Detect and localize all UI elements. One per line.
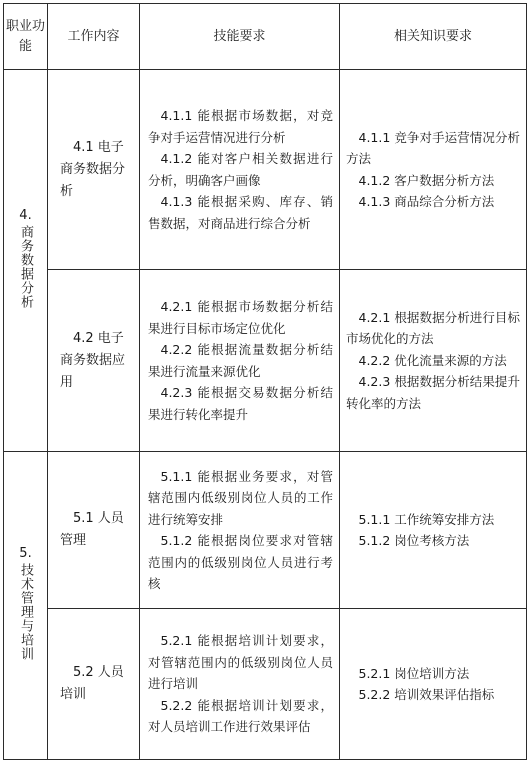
skill-item: 5.2.2 能根据培训计划要求，对人员培训工作进行效果评估	[148, 697, 333, 735]
table-row	[4, 609, 527, 760]
knowledge-item: 4.2.1 根据数据分析进行目标市场优化的方法	[346, 309, 520, 347]
function-number: 4.	[19, 208, 32, 223]
work-content-cell	[48, 609, 140, 760]
skills-table	[3, 3, 527, 760]
skill-item: 4.2.2 能根据流量数据分析结果进行流量来源优化	[148, 342, 333, 379]
skill-item: 4.1.2 能对客户相关数据进行分析，明确客户画像	[148, 151, 333, 188]
work-content-text: 4.1 电子商务数据分析	[60, 139, 126, 199]
work-content-text: 4.2 电子商务数据应用	[60, 330, 126, 390]
table-row	[4, 270, 527, 452]
knowledge-item: 5.1.2 岗位考核方法	[358, 533, 470, 548]
work-content-cell	[48, 270, 140, 452]
skill-item: 5.1.1 能根据业务要求，对管辖范围内低级别岗位人员的工作进行统筹安排	[148, 468, 333, 527]
header-row	[4, 4, 527, 70]
function-name: 商务数据分析	[18, 225, 33, 309]
knowledge-cell	[340, 452, 527, 609]
knowledge-item: 4.2.3 根据数据分析结果提升转化率的方法	[346, 374, 520, 411]
skill-item: 4.2.3 能根据交易数据分析结果进行转化率提升	[148, 385, 333, 422]
knowledge-item: 4.2.2 优化流量来源的方法	[358, 352, 507, 368]
work-content-cell	[48, 70, 140, 270]
header-skill-requirements: 技能要求	[140, 4, 340, 70]
knowledge-cell	[340, 609, 527, 760]
skill-item: 5.1.2 能根据岗位要求对管辖范围内的低级别岗位人员进行考核	[148, 533, 333, 591]
knowledge-item: 5.1.1 工作统筹安排方法	[358, 511, 495, 527]
skill-item: 4.1.3 能根据采购、库存、销售数据，对商品进行综合分析	[148, 194, 333, 231]
skill-cell	[140, 609, 340, 760]
knowledge-item: 5.2.1 岗位培训方法	[358, 665, 470, 681]
skill-cell	[140, 270, 340, 452]
header-function: 职业功能	[4, 4, 48, 70]
skill-item: 4.1.1 能根据市场数据，对竞争对手运营情况进行分析	[148, 108, 333, 145]
knowledge-item: 4.1.3 商品综合分析方法	[358, 194, 495, 209]
table-row	[4, 70, 527, 270]
knowledge-cell	[340, 70, 527, 270]
header-work-content: 工作内容	[48, 4, 140, 70]
work-content-text: 5.2 人员培训	[60, 665, 124, 702]
knowledge-item: 4.1.1 竞争对手运营情况分析方法	[346, 129, 520, 166]
function-name: 技术管理与培训	[18, 563, 33, 661]
knowledge-item: 5.2.2 培训效果评估指标	[358, 687, 495, 702]
table-row	[4, 452, 527, 609]
function-cell-5	[4, 452, 48, 760]
skill-item: 4.2.1 能根据市场数据分析结果进行目标市场定位优化	[148, 299, 333, 336]
work-content-text: 5.1 人员管理	[60, 511, 124, 548]
knowledge-cell	[340, 270, 527, 452]
header-knowledge-requirements: 相关知识要求	[340, 4, 527, 70]
skill-cell	[140, 70, 340, 270]
skill-cell	[140, 452, 340, 609]
function-number: 5.	[19, 546, 32, 561]
skill-item: 5.2.1 能根据培训计划要求，对管辖范围内的低级别岗位人员进行培训	[148, 633, 333, 692]
work-content-cell	[48, 452, 140, 609]
knowledge-item: 4.1.2 客户数据分析方法	[358, 172, 495, 188]
function-cell-4	[4, 70, 48, 452]
